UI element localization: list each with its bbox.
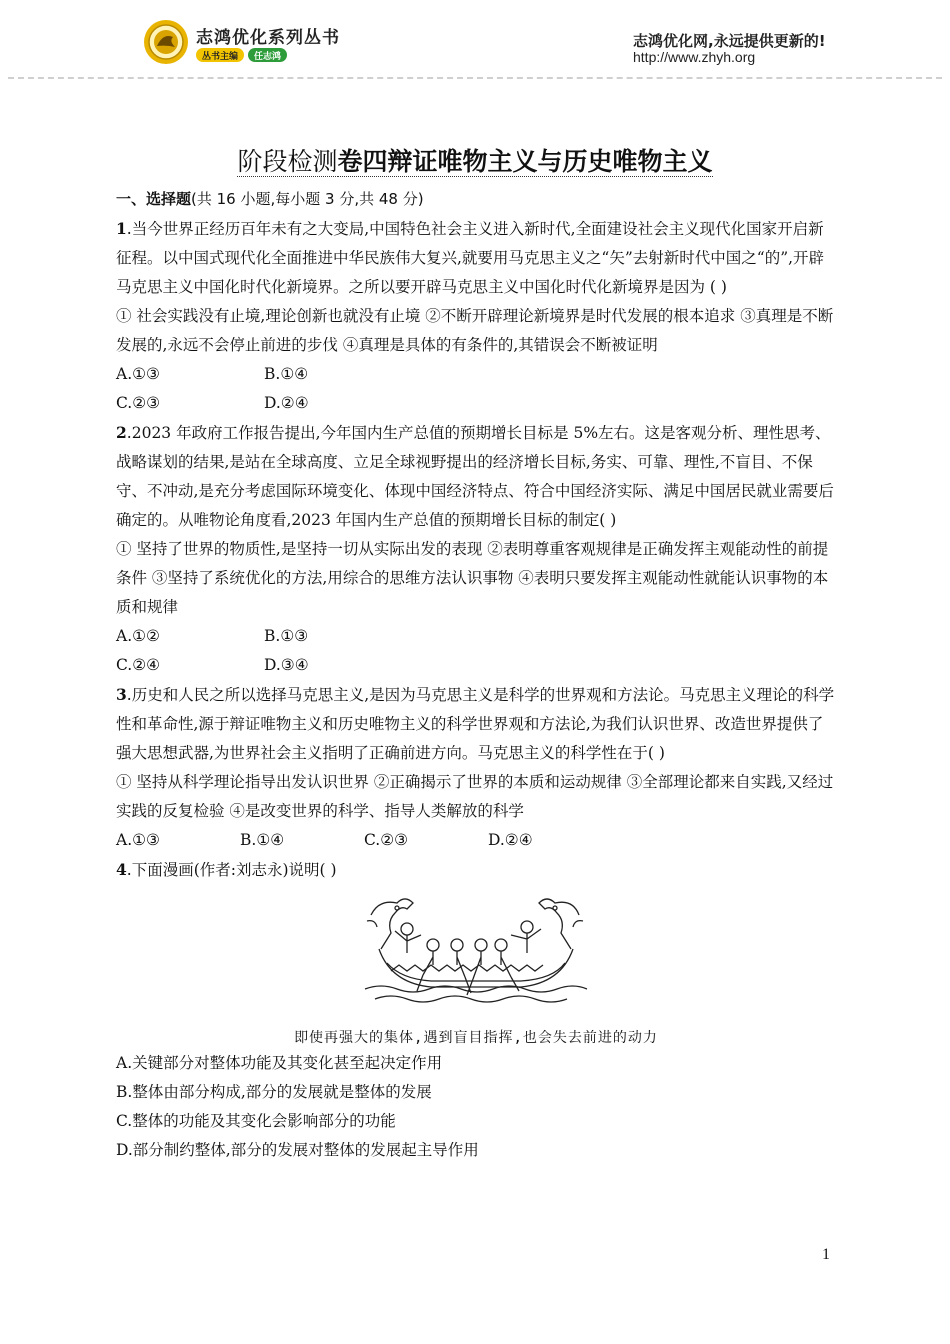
page-header [0, 0, 950, 80]
question-stem: 2.2023 年政府工作报告提出,今年国内生产总值的预期增长目标是 5%左右。这是客观分析、理性思考、战略谋划的结果,是站在全球高度、立足全球视野提出的经济增长目标,务实、可靠、理性,不盲目、不保守、不冲动,是充分考虑国际环境变化、体现中国经济特点、符合中国经济实际、满足中国居民就业需要后确定的。从唯物论角度看,2023 年国内生产总值的预期增长目标的制定( ) [116, 423, 834, 529]
question-2 [116, 418, 836, 680]
option-c[interactable]: C.②③ [116, 394, 161, 412]
section-title: 一、选择题 [116, 190, 192, 208]
title-part1: 阶段检测 [237, 147, 338, 176]
title-part2: 卷四辩证唯物主义与历史唯物主义 [337, 147, 713, 176]
site-slogan: 志鸿优化网,永远提供更新的! [633, 32, 826, 50]
question-stem: 4.下面漫画(作者:刘志永)说明( ) [116, 860, 337, 879]
answer-options [116, 826, 836, 855]
option-b[interactable]: B.①④ [240, 831, 285, 849]
question-3 [116, 680, 836, 855]
page-title [0, 142, 950, 178]
question-statements: ① 坚持了世界的物质性,是坚持一切从实际出发的表现 ②表明尊重客观规律是正确发挥主观能动性的前提条件 ③坚持了系统优化的方法,用综合的思维方法认识事物 ④表明只要发挥主观能动性就能认识事物的本质和规律 [116, 540, 829, 616]
answer-options [116, 360, 836, 389]
question-stem: 1.当今世界正经历百年未有之大变局,中国特色社会主义进入新时代,全面建设社会主义现代化国家开启新征程。以中国式现代化全面推进中华民族伟大复兴,就要用马克思主义之“矢”去射新时代中国之“的”,开辟马克思主义中国化时代化新境界。之所以要开辟马克思主义中国化时代化新境界是因为 ( ) [116, 219, 825, 296]
option-b[interactable]: B.①③ [264, 627, 309, 645]
site-url[interactable]: http://www.zhyh.org [633, 49, 756, 65]
question-statements: ① 社会实践没有止境,理论创新也就没有止境 ②不断开辟理论新境界是时代发展的根本追求 ③真理是不断发展的,永远不会停止前进的步伐 ④真理是具体的有条件的,其错误会不断被证明 [116, 307, 834, 354]
option-c[interactable]: C.②④ [116, 656, 161, 674]
editor-label: 丛书主编 [196, 48, 244, 62]
section-note: (共 16 小题,每小题 3 分,共 48 分) [191, 190, 424, 208]
header-divider [8, 77, 942, 79]
question-4 [116, 855, 836, 1165]
answer-options [116, 651, 836, 680]
option-d[interactable]: D.③④ [264, 656, 309, 674]
option-a[interactable]: A.①③ [116, 365, 160, 383]
option-d[interactable]: D.部分制约整体,部分的发展对整体的发展起主导作用 [116, 1141, 479, 1159]
option-b[interactable]: B.①④ [264, 365, 309, 383]
editor-name: 任志鸿 [248, 48, 287, 62]
answer-options [116, 622, 836, 651]
option-a[interactable]: A.关键部分对整体功能及其变化甚至起决定作用 [116, 1054, 443, 1072]
dragon-boat-cartoon-icon [361, 891, 591, 1009]
cartoon-figure [116, 891, 836, 1009]
question-number: 4 [116, 860, 127, 879]
option-d[interactable]: D.②④ [488, 831, 533, 849]
brand-editor [196, 48, 287, 62]
exam-content [116, 185, 836, 1165]
page-number: 1 [822, 1246, 830, 1263]
option-c[interactable]: C.②③ [364, 831, 409, 849]
option-d[interactable]: D.②④ [264, 394, 309, 412]
brand-title: 志鸿优化系列丛书 [196, 28, 340, 48]
question-1 [116, 214, 836, 418]
question-stem: 3.历史和人民之所以选择马克思主义,是因为马克思主义是科学的世界观和方法论。马克思主义理论的科学性和革命性,源于辩证唯物主义和历史唯物主义的科学世界观和方法论,为我们认识世界、改造世界提供了强大思想武器,为世界社会主义指明了正确前进方向。马克思主义的科学性在于( ) [116, 685, 835, 762]
question-number: 1 [116, 219, 127, 238]
question-statements: ① 坚持从科学理论指导出发认识世界 ②正确揭示了世界的本质和运动规律 ③全部理论都来自实践,又经过实践的反复检验 ④是改变世界的科学、指导人类解放的科学 [116, 773, 834, 820]
brand-logo-icon [143, 19, 189, 65]
option-c[interactable]: C.整体的功能及其变化会影响部分的功能 [116, 1112, 396, 1130]
question-number: 2 [116, 423, 127, 442]
option-a[interactable]: A.①③ [116, 831, 160, 849]
cartoon-caption: 即使再强大的集体,遇到盲目指挥,也会失去前进的动力 [294, 1030, 658, 1046]
section-heading [116, 185, 836, 214]
answer-options [116, 389, 836, 418]
option-b[interactable]: B.整体由部分构成,部分的发展就是整体的发展 [116, 1083, 432, 1101]
option-a[interactable]: A.①② [116, 627, 160, 645]
question-number: 3 [116, 685, 127, 704]
